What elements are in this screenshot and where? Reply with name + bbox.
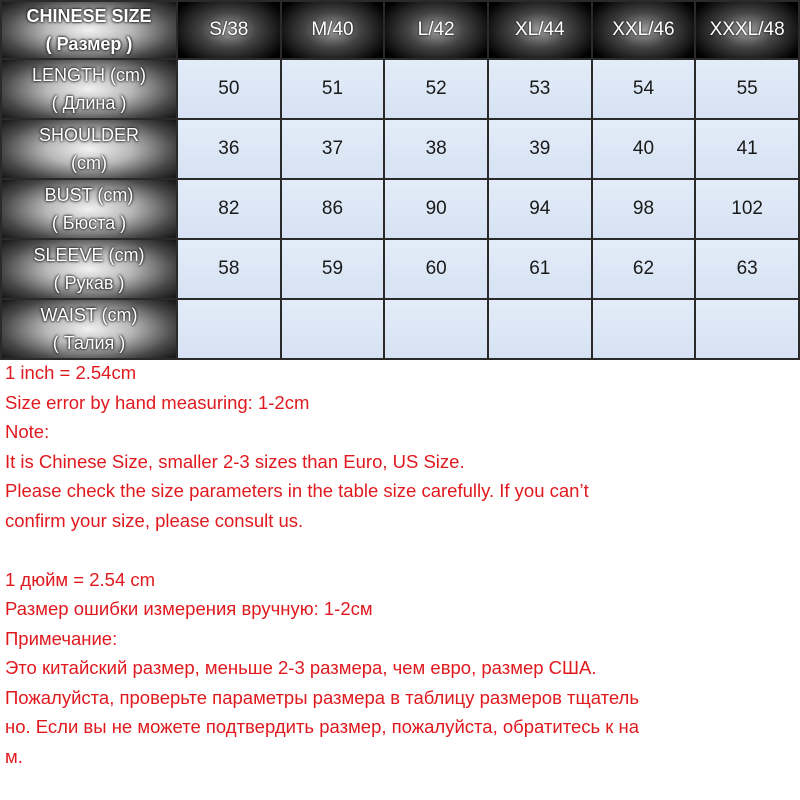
value-cell bbox=[281, 299, 385, 359]
measurement-row-bust bbox=[1, 179, 799, 239]
value-cell: 39 bbox=[488, 119, 592, 179]
value-cell: 37 bbox=[281, 119, 385, 179]
value-cell: 52 bbox=[384, 59, 488, 119]
size-header-cell: XXL/46 bbox=[592, 1, 696, 59]
value-cell: 55 bbox=[695, 59, 799, 119]
size-header-cell: M/40 bbox=[281, 1, 385, 59]
note-line-ru: 1 дюйм = 2.54 cm bbox=[5, 568, 156, 590]
note-line-en: It is Chinese Size, smaller 2-3 sizes than Euro, US Size. bbox=[5, 450, 465, 472]
measurement-row-sleeve bbox=[1, 239, 799, 299]
value-cell bbox=[384, 299, 488, 359]
note-line-ru: но. Если вы не можете подтвердить размер, пожалуйста, обратитесь к на bbox=[5, 716, 640, 737]
row-label-ru: ( Рукав ) bbox=[53, 273, 125, 293]
value-cell: 102 bbox=[695, 179, 799, 239]
size-header-row bbox=[1, 1, 799, 59]
measurement-row-length bbox=[1, 59, 799, 119]
note-line-en: Size error by hand measuring: 1-2cm bbox=[5, 391, 310, 413]
note-line-en: Note: bbox=[5, 421, 50, 442]
notes-spacer bbox=[5, 535, 795, 565]
value-cell: 41 bbox=[695, 119, 799, 179]
note-line-ru: Это китайский размер, меньше 2-3 размера, чем евро, размер США. bbox=[5, 657, 597, 678]
row-label-ru: ( Талия ) bbox=[52, 333, 126, 353]
note-line-ru: Пожалуйста, проверьте параметры размера в таблицу размеров тщатель bbox=[5, 686, 639, 708]
value-cell bbox=[695, 299, 799, 359]
measurement-row-shoulder bbox=[1, 119, 799, 179]
value-cell: 54 bbox=[592, 59, 696, 119]
value-cell: 38 bbox=[384, 119, 488, 179]
value-cell bbox=[177, 299, 281, 359]
value-cell: 53 bbox=[488, 59, 592, 119]
value-cell: 60 bbox=[384, 239, 488, 299]
size-chart-table bbox=[0, 0, 800, 360]
size-header-cell: XL/44 bbox=[488, 1, 592, 59]
value-cell: 86 bbox=[281, 179, 385, 239]
row-label-en: WAIST (cm) bbox=[40, 305, 138, 325]
row-label-unit: (cm) bbox=[71, 153, 107, 173]
row-label-cell bbox=[1, 239, 177, 299]
note-line-en: Please check the size parameters in the table size carefully. If you can’t bbox=[5, 480, 589, 501]
size-header-cell: S/38 bbox=[177, 1, 281, 59]
header-label-en: CHINESE SIZE bbox=[26, 6, 152, 26]
header-label-ru: ( Размер ) bbox=[45, 34, 133, 54]
row-label-en: BUST (cm) bbox=[44, 185, 134, 205]
header-label-cell bbox=[1, 1, 177, 59]
row-label-ru: ( Длина ) bbox=[51, 93, 127, 113]
value-cell: 98 bbox=[592, 179, 696, 239]
row-label-cell bbox=[1, 59, 177, 119]
note-line-en: confirm your size, please consult us. bbox=[5, 509, 304, 531]
value-cell: 63 bbox=[695, 239, 799, 299]
size-header-cell: XXXL/48 bbox=[695, 1, 799, 59]
value-cell bbox=[592, 299, 696, 359]
row-label-cell bbox=[1, 299, 177, 359]
value-cell: 82 bbox=[177, 179, 281, 239]
value-cell: 36 bbox=[177, 119, 281, 179]
row-label-en: SLEEVE (cm) bbox=[33, 245, 145, 265]
measurement-row-waist bbox=[1, 299, 799, 359]
value-cell: 58 bbox=[177, 239, 281, 299]
row-label-cell bbox=[1, 179, 177, 239]
note-line-ru: Примечание: bbox=[5, 627, 118, 649]
row-label-en: LENGTH (cm) bbox=[32, 65, 146, 85]
value-cell: 59 bbox=[281, 239, 385, 299]
value-cell: 40 bbox=[592, 119, 696, 179]
value-cell: 61 bbox=[488, 239, 592, 299]
value-cell: 51 bbox=[281, 59, 385, 119]
note-line-en: 1 inch = 2.54cm bbox=[5, 362, 137, 383]
size-notes bbox=[5, 358, 795, 771]
value-cell: 90 bbox=[384, 179, 488, 239]
note-line-ru: м. bbox=[5, 745, 23, 767]
row-label-cell bbox=[1, 119, 177, 179]
value-cell: 50 bbox=[177, 59, 281, 119]
note-line-ru: Размер ошибки измерения вручную: 1-2см bbox=[5, 598, 373, 619]
value-cell: 94 bbox=[488, 179, 592, 239]
size-header-cell: L/42 bbox=[384, 1, 488, 59]
row-label-ru: ( Бюста ) bbox=[51, 213, 127, 233]
value-cell: 62 bbox=[592, 239, 696, 299]
row-label-en: SHOULDER bbox=[38, 125, 140, 145]
value-cell bbox=[488, 299, 592, 359]
